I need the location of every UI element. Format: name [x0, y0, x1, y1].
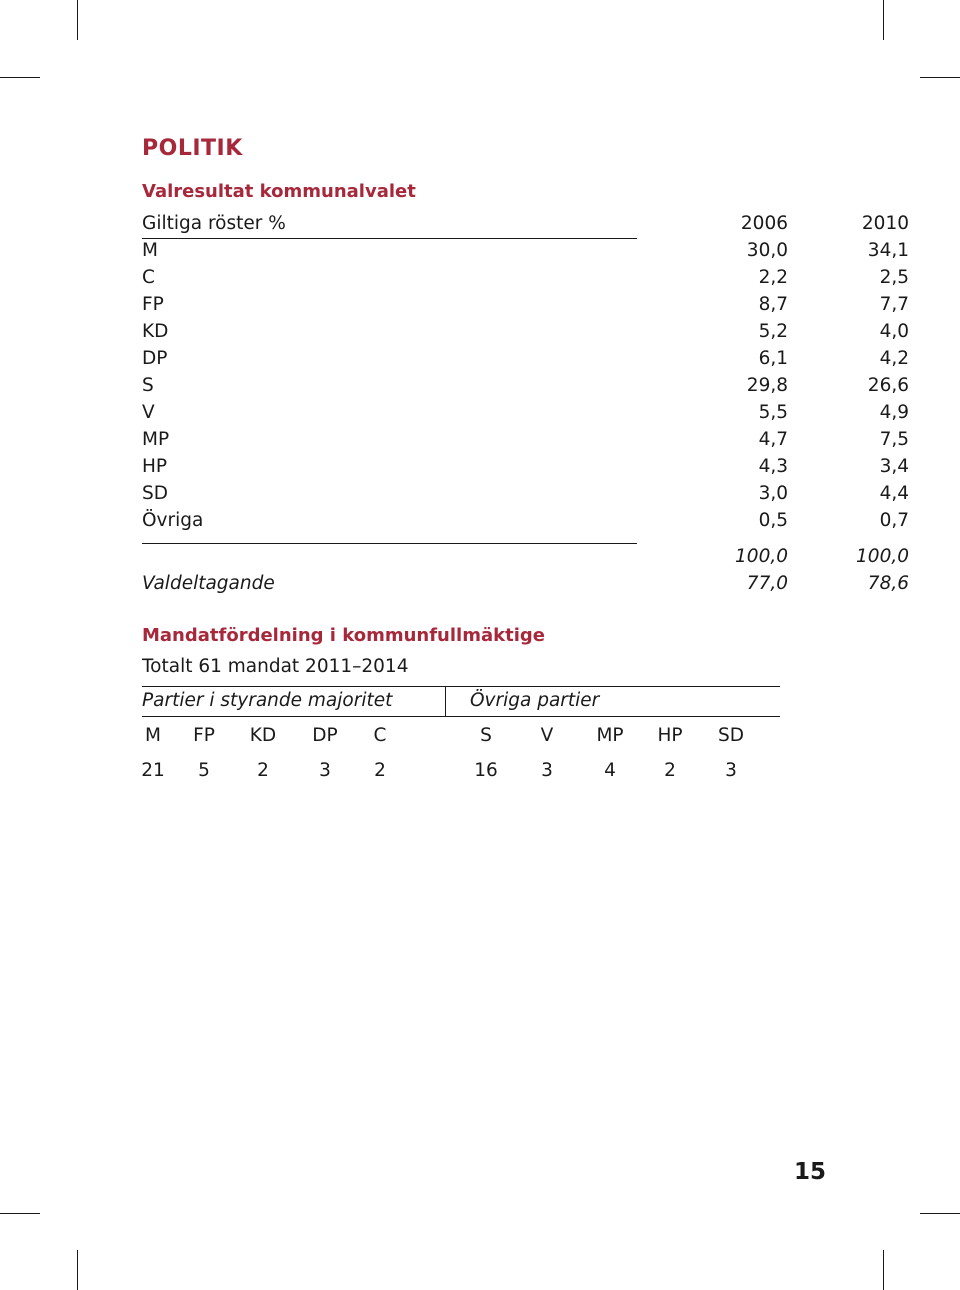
- value-2010: 34,1: [867, 240, 909, 261]
- table-row: [142, 291, 909, 318]
- mandate-seats: 2: [257, 760, 269, 781]
- mandate-party: SD: [718, 725, 744, 746]
- party-label: DP: [142, 348, 168, 369]
- table-row: [142, 372, 909, 399]
- section-title: POLITIK: [142, 136, 243, 161]
- party-label: MP: [142, 429, 170, 450]
- mandates-subtitle: Totalt 61 mandat 2011–2014: [142, 656, 409, 677]
- crop-mark: [920, 1213, 960, 1214]
- value-2006: 8,7: [758, 294, 788, 315]
- election-title: Valresultat kommunalvalet: [142, 181, 416, 202]
- party-label: SD: [142, 483, 168, 504]
- value-2006: 5,2: [758, 321, 788, 342]
- value-2010: 4,9: [879, 402, 909, 423]
- turnout-2010: 78,6: [867, 573, 909, 594]
- table-row: [142, 264, 909, 291]
- party-label: C: [142, 267, 155, 288]
- value-2010: 26,6: [867, 375, 909, 396]
- header-label: Giltiga röster %: [142, 213, 286, 234]
- value-2006: 29,8: [746, 375, 788, 396]
- header-year-2006: 2006: [740, 213, 788, 234]
- mandate-seats: 3: [725, 760, 737, 781]
- value-2010: 4,4: [879, 483, 909, 504]
- mandate-seats: 4: [604, 760, 616, 781]
- table-row: [142, 480, 909, 507]
- total-row: [142, 543, 909, 570]
- mandate-seats: 21: [141, 760, 165, 781]
- total-2010: 100,0: [856, 546, 909, 567]
- group-divider: [445, 686, 446, 717]
- group-majority-label: Partier i styrande majoritet: [142, 690, 393, 711]
- value-2006: 4,7: [758, 429, 788, 450]
- mandate-seats: 2: [664, 760, 676, 781]
- group-other-label: Övriga partier: [470, 690, 600, 711]
- value-2006: 2,2: [758, 267, 788, 288]
- table-row: [142, 426, 909, 453]
- total-2006: 100,0: [735, 546, 788, 567]
- header-year-2010: 2010: [861, 213, 909, 234]
- value-2006: 3,0: [758, 483, 788, 504]
- value-2006: 5,5: [758, 402, 788, 423]
- table-row: [142, 399, 909, 426]
- mandate-party: HP: [657, 725, 683, 746]
- value-2006: 6,1: [758, 348, 788, 369]
- page-number: 15: [794, 1159, 827, 1185]
- party-label: FP: [142, 294, 164, 315]
- table-row: [142, 318, 909, 345]
- value-2010: 0,7: [879, 510, 909, 531]
- value-2010: 7,5: [879, 429, 909, 450]
- value-2006: 0,5: [758, 510, 788, 531]
- party-label: S: [142, 375, 154, 396]
- party-label: V: [142, 402, 155, 423]
- mandate-seats: 5: [198, 760, 210, 781]
- mandate-party: V: [540, 725, 554, 746]
- mandate-seats: 2: [374, 760, 386, 781]
- value-2010: 3,4: [879, 456, 909, 477]
- value-2010: 7,7: [879, 294, 909, 315]
- mandate-party: M: [145, 725, 161, 746]
- crop-mark: [883, 0, 884, 40]
- crop-mark: [0, 77, 40, 78]
- mandates-top-rule: [142, 686, 780, 687]
- party-label: KD: [142, 321, 169, 342]
- crop-mark: [77, 1250, 78, 1290]
- mandates-title: Mandatfördelning i kommunfullmäktige: [142, 625, 545, 646]
- value-2010: 2,5: [879, 267, 909, 288]
- turnout-label: Valdeltagande: [142, 573, 275, 594]
- table-row: [142, 453, 909, 480]
- turnout-2006: 77,0: [746, 573, 788, 594]
- crop-mark: [920, 77, 960, 78]
- mandate-seats: 16: [474, 760, 498, 781]
- mandate-party: MP: [596, 725, 624, 746]
- value-2010: 4,0: [879, 321, 909, 342]
- mandate-party: DP: [312, 725, 338, 746]
- value-2006: 4,3: [758, 456, 788, 477]
- party-label: M: [142, 240, 158, 261]
- mandate-party: S: [480, 725, 492, 746]
- turnout-row: [142, 570, 909, 597]
- crop-mark: [883, 1250, 884, 1290]
- table-row: [142, 237, 909, 264]
- party-label: Övriga: [142, 510, 204, 531]
- mandate-party: C: [373, 725, 387, 746]
- mandate-party: KD: [249, 725, 277, 746]
- table-row: [142, 345, 909, 372]
- crop-mark: [77, 0, 78, 40]
- crop-mark: [0, 1213, 40, 1214]
- value-2010: 4,2: [879, 348, 909, 369]
- mandate-seats: 3: [541, 760, 553, 781]
- party-label: HP: [142, 456, 168, 477]
- table-header: [142, 210, 909, 237]
- mandate-seats: 3: [319, 760, 331, 781]
- table-row: [142, 507, 909, 534]
- mandates-mid-rule: [142, 716, 780, 717]
- mandate-party: FP: [193, 725, 215, 746]
- value-2006: 30,0: [746, 240, 788, 261]
